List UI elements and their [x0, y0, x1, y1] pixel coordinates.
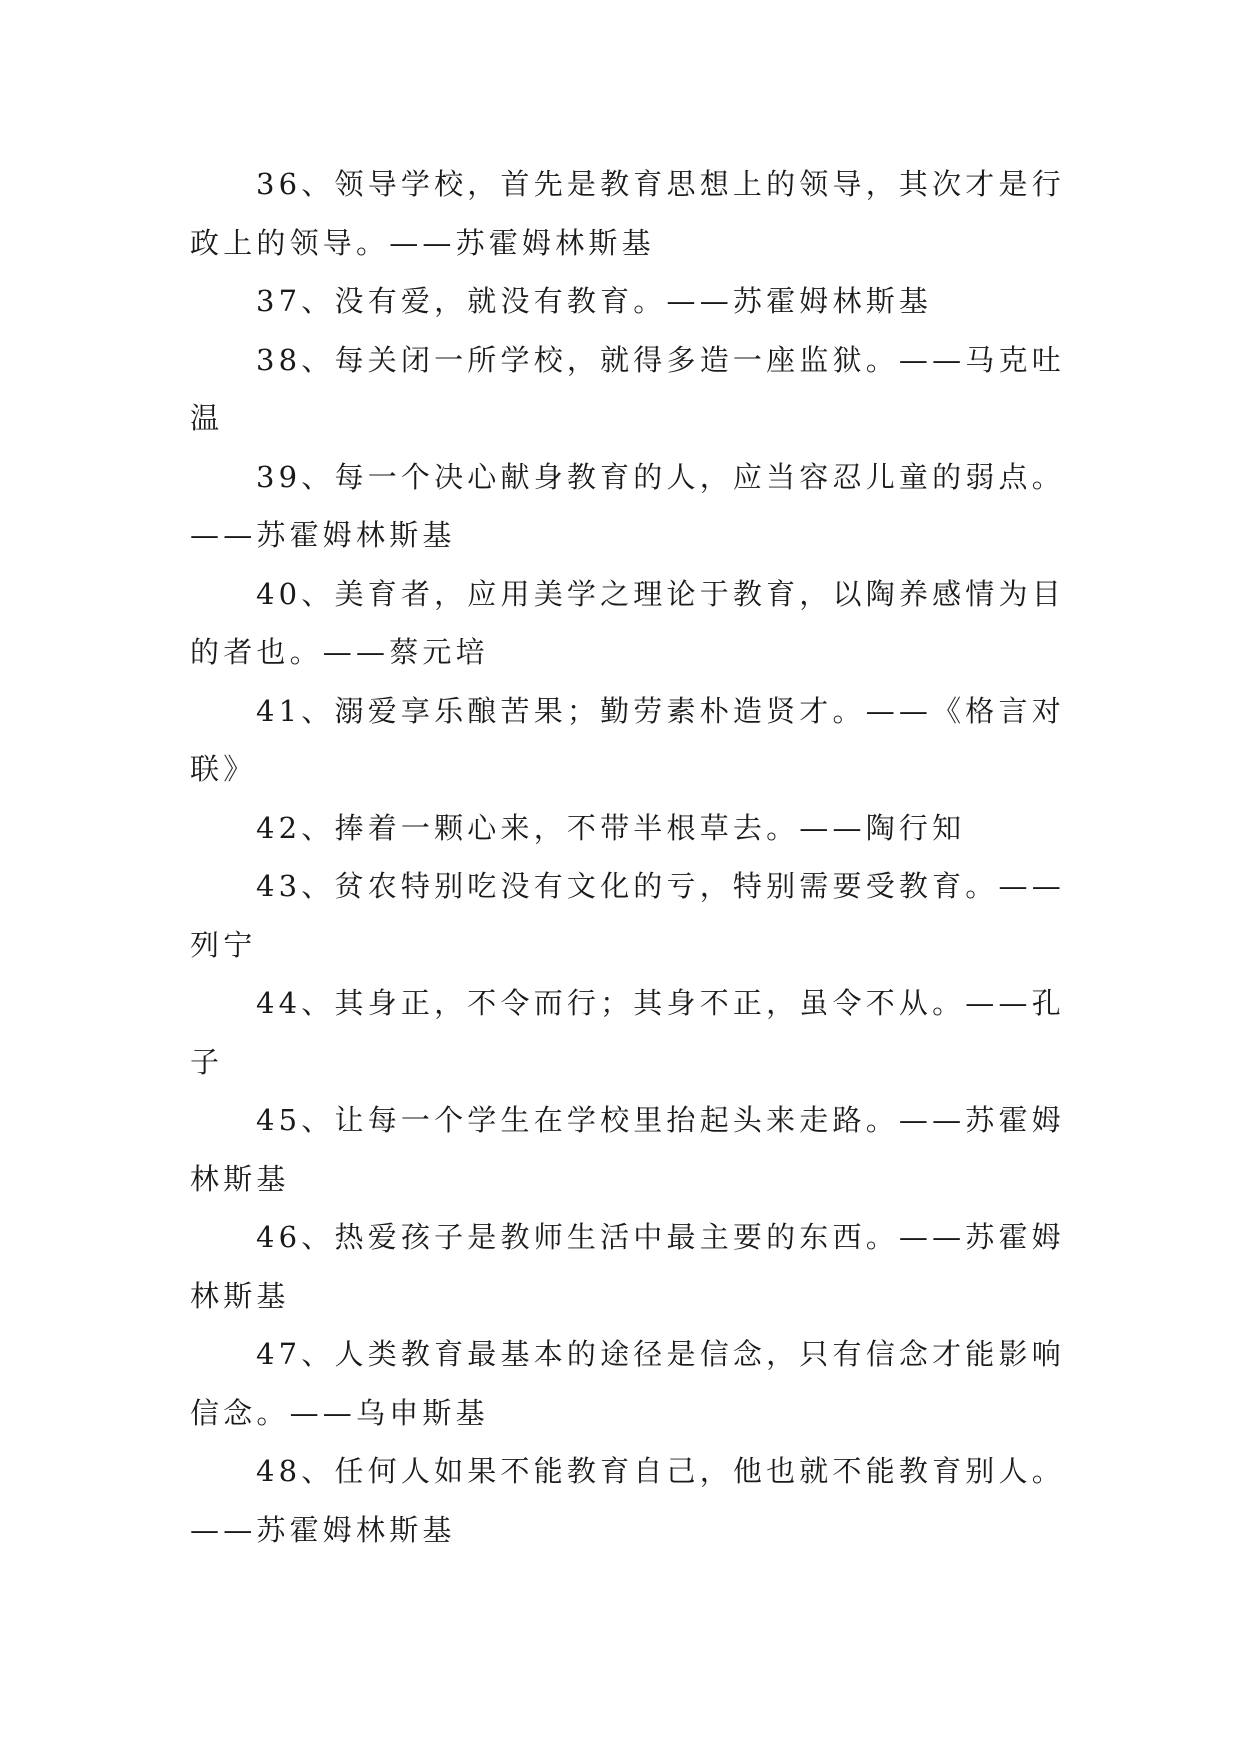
quote-42: 42、捧着一颗心来，不带半根草去。——陶行知: [256, 810, 966, 845]
document-page: [190, 155, 1070, 1559]
quote-43: 43、贫农特别吃没有文化的亏，特别需要受教育。——列宁: [190, 869, 1065, 962]
quote-39: 39、每一个决心献身教育的人，应当容忍儿童的弱点。——苏霍姆林斯基: [190, 459, 1065, 552]
quote-41: 41、溺爱享乐酿苦果；勤劳素朴造贤才。——《格言对联》: [190, 693, 1065, 786]
quote-46: 46、热爱孩子是教师生活中最主要的东西。——苏霍姆林斯基: [190, 1220, 1065, 1313]
quote-38: 38、每关闭一所学校，就得多造一座监狱。——马克吐温: [190, 342, 1065, 435]
quote-36: 36、领导学校，首先是教育思想上的领导，其次才是行政上的领导。——苏霍姆林斯基: [190, 167, 1065, 260]
quote-45: 45、让每一个学生在学校里抬起头来走路。——苏霍姆林斯基: [190, 1103, 1065, 1196]
quote-48: 48、任何人如果不能教育自己，他也就不能教育别人。——苏霍姆林斯基: [190, 1454, 1065, 1547]
quote-40: 40、美育者，应用美学之理论于教育，以陶养感情为目的者也。——蔡元培: [190, 576, 1065, 669]
quote-47: 47、人类教育最基本的途径是信念，只有信念才能影响信念。——乌申斯基: [190, 1337, 1065, 1430]
quote-44: 44、其身正，不令而行；其身不正，虽令不从。——孔子: [190, 986, 1065, 1079]
quote-37: 37、没有爱，就没有教育。——苏霍姆林斯基: [256, 284, 933, 318]
